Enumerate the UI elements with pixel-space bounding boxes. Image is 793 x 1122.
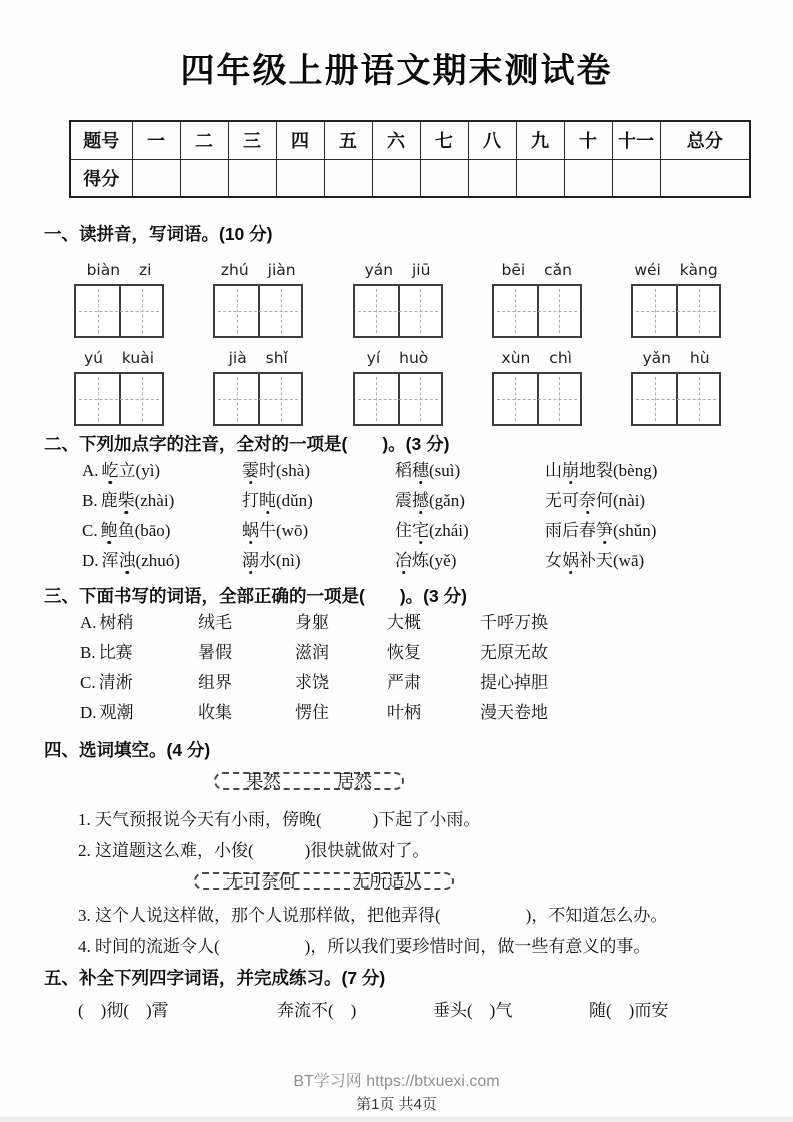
score-input-cell bbox=[660, 159, 750, 197]
score-input-cell bbox=[612, 159, 660, 197]
item-post: (gǎn) bbox=[429, 491, 465, 510]
dotted-char: 屹 bbox=[101, 461, 119, 480]
word-choice-box-2: 无可奈何 无所适从 bbox=[194, 872, 454, 890]
item-post: 立(yì) bbox=[118, 461, 161, 480]
item-pre: 山 bbox=[545, 461, 562, 480]
pinyin-label: bēi cǎn bbox=[501, 261, 572, 279]
dotted-char: 蜗 bbox=[242, 521, 259, 540]
score-table-score-row bbox=[70, 159, 750, 197]
fill-sentence-3: 3. 这个人说这样做，那个人说那样做，把他弄得( )，不知道怎么办。 bbox=[78, 906, 668, 925]
pinyin-unit bbox=[492, 258, 582, 338]
score-table-corner-label: 题号 bbox=[70, 121, 132, 159]
dotted-char: 奈 bbox=[579, 491, 596, 510]
score-row-label: 得分 bbox=[70, 159, 132, 197]
pinyin-unit bbox=[631, 346, 721, 426]
option-item bbox=[80, 638, 198, 668]
score-col-2: 二 bbox=[180, 121, 228, 159]
pinyin-unit bbox=[74, 258, 164, 338]
score-col-9: 九 bbox=[516, 121, 564, 159]
score-col-11: 十一 bbox=[612, 121, 660, 159]
word-choice-box-1: 果然 居然 bbox=[214, 772, 404, 790]
score-input-cell bbox=[132, 159, 180, 197]
option-item bbox=[242, 516, 395, 546]
score-input-cell bbox=[228, 159, 276, 197]
option-label: C. bbox=[82, 521, 98, 540]
dotted-char: 浊 bbox=[118, 551, 136, 570]
option-label: B. bbox=[82, 491, 98, 510]
option-item bbox=[80, 608, 198, 638]
score-input-cell bbox=[372, 159, 420, 197]
option-item bbox=[545, 546, 793, 576]
option-row-b bbox=[0, 638, 793, 668]
option-item: 无原无故 bbox=[480, 643, 548, 662]
dotted-char: 穗 bbox=[412, 461, 429, 480]
watermark-site-url: BT学习网 https://btxuexi.com bbox=[293, 1073, 500, 1090]
word: 比赛 bbox=[98, 643, 133, 662]
dotted-char: 溺 bbox=[242, 551, 259, 570]
score-input-cell bbox=[324, 159, 372, 197]
option-item: 提心掉胆 bbox=[480, 673, 548, 692]
pinyin-row-1 bbox=[0, 258, 793, 338]
option-row-c bbox=[0, 516, 793, 546]
item-post: (zhuó) bbox=[135, 551, 180, 570]
pinyin-label: zhú jiàn bbox=[220, 261, 296, 279]
option-item: 收集 bbox=[198, 703, 232, 722]
writing-grid-cell bbox=[258, 374, 301, 424]
option-label: D. bbox=[82, 551, 99, 570]
option-row-a bbox=[0, 456, 793, 486]
section5-title: 五、补全下列四字词语，并完成练习。(7 分) bbox=[44, 968, 386, 988]
pinyin-unit bbox=[213, 346, 303, 426]
page-bottom-edge bbox=[0, 1117, 793, 1122]
fill-sentence-4: 4. 时间的流逝令人( )，所以我们要珍惜时间，做一些有意义的事。 bbox=[78, 937, 651, 956]
option-item bbox=[82, 456, 242, 486]
score-input-cell bbox=[180, 159, 228, 197]
item-pre: 无可 bbox=[545, 491, 579, 510]
page-number: 第1页 共4页 bbox=[356, 1096, 437, 1113]
item-pre: 雨后春 bbox=[545, 521, 596, 540]
writing-grid bbox=[492, 372, 582, 426]
option-label: A. bbox=[80, 613, 97, 632]
score-input-cell bbox=[468, 159, 516, 197]
pinyin-label: yú kuài bbox=[83, 349, 155, 367]
dotted-char: 盹 bbox=[259, 491, 276, 510]
writing-grid-cell bbox=[215, 374, 258, 424]
writing-grid-cell bbox=[494, 374, 537, 424]
score-col-3: 三 bbox=[228, 121, 276, 159]
item-post: 水(nì) bbox=[259, 551, 301, 570]
score-input-cell bbox=[564, 159, 612, 197]
writing-grid bbox=[631, 372, 721, 426]
option-row-d bbox=[0, 698, 793, 728]
pinyin-label: biàn zi bbox=[86, 261, 152, 279]
dotted-char: 娲 bbox=[562, 551, 579, 570]
option-item: 绒毛 bbox=[198, 613, 232, 632]
option-item: 千呼万换 bbox=[480, 613, 548, 632]
dotted-char: 冶 bbox=[395, 551, 412, 570]
writing-grid bbox=[353, 372, 443, 426]
option-item bbox=[80, 698, 198, 728]
writing-grid-cell bbox=[215, 286, 258, 336]
pinyin-unit bbox=[74, 346, 164, 426]
pinyin-row-2 bbox=[0, 346, 793, 426]
writing-grid bbox=[631, 284, 721, 338]
writing-grid-cell bbox=[537, 374, 580, 424]
item-post: 时(shà) bbox=[259, 461, 310, 480]
writing-grid-cell bbox=[398, 286, 441, 336]
writing-grid-cell bbox=[355, 286, 398, 336]
option-item bbox=[395, 486, 545, 516]
writing-grid bbox=[492, 284, 582, 338]
item-pre: 震 bbox=[395, 491, 412, 510]
option-item: 大概 bbox=[387, 613, 421, 632]
score-col-8: 八 bbox=[468, 121, 516, 159]
score-col-total: 总分 bbox=[660, 121, 750, 159]
writing-grid-cell bbox=[355, 374, 398, 424]
option-item bbox=[82, 486, 242, 516]
idiom-blank-row bbox=[0, 996, 793, 1026]
writing-grid-cell bbox=[537, 286, 580, 336]
item-post: (dǔn) bbox=[276, 491, 313, 510]
option-item: 愣住 bbox=[295, 703, 329, 722]
option-item: 身躯 bbox=[295, 613, 329, 632]
item-post: (zhái) bbox=[429, 521, 469, 540]
option-row-d bbox=[0, 546, 793, 576]
option-item bbox=[80, 668, 198, 698]
option-item bbox=[395, 456, 545, 486]
writing-grid-cell bbox=[76, 286, 119, 336]
score-col-5: 五 bbox=[324, 121, 372, 159]
pinyin-label: jià shǐ bbox=[228, 349, 288, 367]
idiom-blank: 奔流不( ) bbox=[277, 1001, 357, 1020]
item-post: 牛(wō) bbox=[259, 521, 309, 540]
writing-grid bbox=[353, 284, 443, 338]
section2-title: 二、下列加点字的注音，全对的一项是( )。(3 分) bbox=[44, 434, 450, 454]
option-item bbox=[242, 486, 395, 516]
dotted-char: 撼 bbox=[412, 491, 429, 510]
score-col-4: 四 bbox=[276, 121, 324, 159]
writing-grid bbox=[213, 284, 303, 338]
writing-grid-cell bbox=[676, 374, 719, 424]
dotted-char: 笋 bbox=[596, 521, 613, 540]
writing-grid-cell bbox=[258, 286, 301, 336]
writing-grid bbox=[74, 372, 164, 426]
item-post: (zhài) bbox=[134, 491, 175, 510]
option-item bbox=[545, 516, 793, 546]
item-pre: 浑 bbox=[101, 551, 119, 570]
writing-grid bbox=[213, 372, 303, 426]
dotted-char: 霎 bbox=[242, 461, 259, 480]
writing-grid bbox=[74, 284, 164, 338]
option-label: D. bbox=[80, 703, 97, 722]
pinyin-label: yán jiū bbox=[364, 261, 431, 279]
page-title: 四年级上册语文期末测试卷 bbox=[180, 52, 613, 90]
score-col-10: 十 bbox=[564, 121, 612, 159]
item-post: 炼(yě) bbox=[412, 551, 457, 570]
option-row-c bbox=[0, 668, 793, 698]
item-pre: 住 bbox=[395, 521, 412, 540]
writing-grid-cell bbox=[633, 374, 676, 424]
score-col-7: 七 bbox=[420, 121, 468, 159]
option-item: 组界 bbox=[198, 673, 232, 692]
score-table-header-row bbox=[70, 121, 750, 159]
writing-grid-cell bbox=[676, 286, 719, 336]
dotted-char: 鲍 bbox=[100, 521, 118, 540]
writing-grid-cell bbox=[633, 286, 676, 336]
option-item bbox=[395, 516, 545, 546]
section3-title: 三、下面书写的词语，全部正确的一项是( )。(3 分) bbox=[44, 586, 467, 606]
idiom-blank: 随( )而安 bbox=[589, 1001, 669, 1020]
writing-grid-cell bbox=[494, 286, 537, 336]
word: 观潮 bbox=[99, 703, 134, 722]
option-item bbox=[242, 456, 395, 486]
option-label: A. bbox=[82, 461, 99, 480]
option-label: C. bbox=[80, 673, 96, 692]
section4-title: 四、选词填空。(4 分) bbox=[44, 740, 211, 760]
option-item bbox=[242, 546, 395, 576]
score-col-1: 一 bbox=[132, 121, 180, 159]
score-input-cell bbox=[420, 159, 468, 197]
pinyin-unit bbox=[631, 258, 721, 338]
item-post: 鱼(bāo) bbox=[117, 521, 171, 540]
pinyin-label: yǎn hù bbox=[642, 349, 710, 367]
score-input-cell bbox=[516, 159, 564, 197]
option-row-a bbox=[0, 608, 793, 638]
fill-sentence-1: 1. 天气预报说今天有小雨，傍晚( )下起了小雨。 bbox=[78, 810, 481, 829]
option-item bbox=[82, 516, 242, 546]
option-item: 暑假 bbox=[198, 643, 232, 662]
word-box-wrap bbox=[0, 866, 793, 890]
fill-sentence-2: 2. 这道题这么难，小俊( )很快就做对了。 bbox=[78, 841, 430, 860]
pinyin-label: xùn chì bbox=[501, 349, 572, 367]
item-post: (suì) bbox=[429, 461, 461, 480]
writing-grid-cell bbox=[76, 374, 119, 424]
item-post: 地裂(bèng) bbox=[579, 461, 658, 480]
score-table bbox=[69, 120, 751, 198]
score-input-cell bbox=[276, 159, 324, 197]
option-item bbox=[395, 546, 545, 576]
option-item: 恢复 bbox=[387, 643, 421, 662]
pinyin-label: wéi kàng bbox=[634, 261, 718, 279]
item-pre: 女 bbox=[545, 551, 562, 570]
word: 树稍 bbox=[99, 613, 134, 632]
item-pre: 稻 bbox=[395, 461, 412, 480]
section1-title: 一、读拼音，写词语。(10 分) bbox=[44, 224, 273, 244]
option-row-b bbox=[0, 486, 793, 516]
option-item: 叶柄 bbox=[387, 703, 421, 722]
pinyin-unit bbox=[353, 258, 443, 338]
item-post: 补天(wā) bbox=[579, 551, 645, 570]
word-box-wrap bbox=[0, 762, 793, 790]
option-item: 求饶 bbox=[295, 673, 329, 692]
writing-grid-cell bbox=[119, 286, 162, 336]
option-item bbox=[545, 456, 793, 486]
dotted-char: 崩 bbox=[562, 461, 579, 480]
word: 清淅 bbox=[98, 673, 133, 692]
pinyin-unit bbox=[492, 346, 582, 426]
dotted-char: 柴 bbox=[117, 491, 135, 510]
option-item: 滋润 bbox=[295, 643, 329, 662]
idiom-blank: ( )彻( )霄 bbox=[78, 1001, 169, 1020]
option-item: 严肃 bbox=[387, 673, 421, 692]
writing-grid-cell bbox=[398, 374, 441, 424]
item-pre: 鹿 bbox=[100, 491, 118, 510]
idiom-blank: 垂头( )气 bbox=[433, 1001, 513, 1020]
option-item bbox=[82, 546, 242, 576]
item-post: 何(nài) bbox=[596, 491, 646, 510]
dotted-char: 宅 bbox=[412, 521, 429, 540]
item-post: (shǔn) bbox=[613, 521, 657, 540]
pinyin-label: yí huò bbox=[366, 349, 429, 367]
writing-grid-cell bbox=[119, 374, 162, 424]
option-item bbox=[545, 486, 793, 516]
item-pre: 打 bbox=[242, 491, 259, 510]
pinyin-unit bbox=[353, 346, 443, 426]
pinyin-unit bbox=[213, 258, 303, 338]
score-col-6: 六 bbox=[372, 121, 420, 159]
option-label: B. bbox=[80, 643, 96, 662]
option-item: 漫天卷地 bbox=[480, 703, 548, 722]
